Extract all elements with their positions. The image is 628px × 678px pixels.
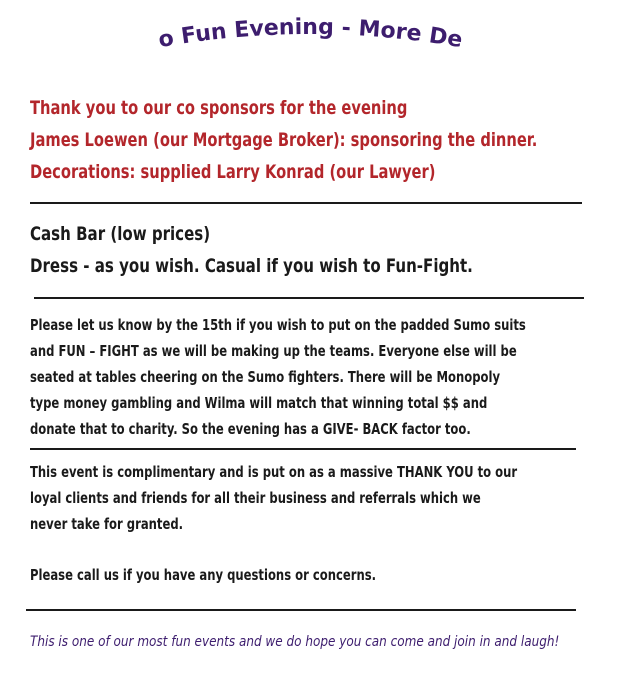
contact-text: Please call us if you have any questions or concerns. xyxy=(30,566,377,584)
paragraph-line: Please let us know by the 15th if you wish to put on the padded Sumo suits xyxy=(30,316,526,334)
divider-3 xyxy=(30,448,576,450)
sponsors-heading: Thank you to our co sponsors for the evening xyxy=(30,97,408,119)
divider-4 xyxy=(26,609,576,611)
page-title-text: Sumo Fun Evening - More Details xyxy=(138,0,465,54)
sponsor-decorations: Decorations: supplied Larry Konrad (our Lawyer) xyxy=(30,161,436,183)
page-title-arc xyxy=(138,0,470,58)
footer-message: This is one of our most fun events and we do hope you can come and join in and laugh! xyxy=(30,634,560,650)
paragraph-line: seated at tables cheering on the Sumo fighters. There will be Monopoly xyxy=(30,368,501,386)
paragraph-line: never take for granted. xyxy=(30,515,184,533)
divider-2 xyxy=(34,297,584,299)
event-info xyxy=(30,218,473,282)
paragraph-line: and FUN – FIGHT as we will be making up the teams. Everyone else will be xyxy=(30,342,517,360)
sponsors-section xyxy=(30,92,537,188)
dress-code-text: Dress - as you wish. Casual if you wish to Fun-Fight. xyxy=(30,255,473,277)
cash-bar-text: Cash Bar (low prices) xyxy=(30,223,211,245)
paragraph-line: loyal clients and friends for all their business and referrals which we xyxy=(30,489,481,507)
complimentary-paragraph xyxy=(30,459,580,537)
sponsor-dinner: James Loewen (our Mortgage Broker): sponsoring the dinner. xyxy=(30,129,538,151)
paragraph-line: This event is complimentary and is put on as a massive THANK YOU to our xyxy=(30,463,518,481)
page-title xyxy=(138,0,470,58)
sumo-suits-paragraph xyxy=(30,312,580,442)
paragraph-line: donate that to charity. So the evening has a GIVE- BACK factor too. xyxy=(30,420,471,438)
divider-1 xyxy=(30,202,582,204)
paragraph-line: type money gambling and Wilma will match that winning total $$ and xyxy=(30,394,488,412)
contact-section xyxy=(30,562,580,588)
